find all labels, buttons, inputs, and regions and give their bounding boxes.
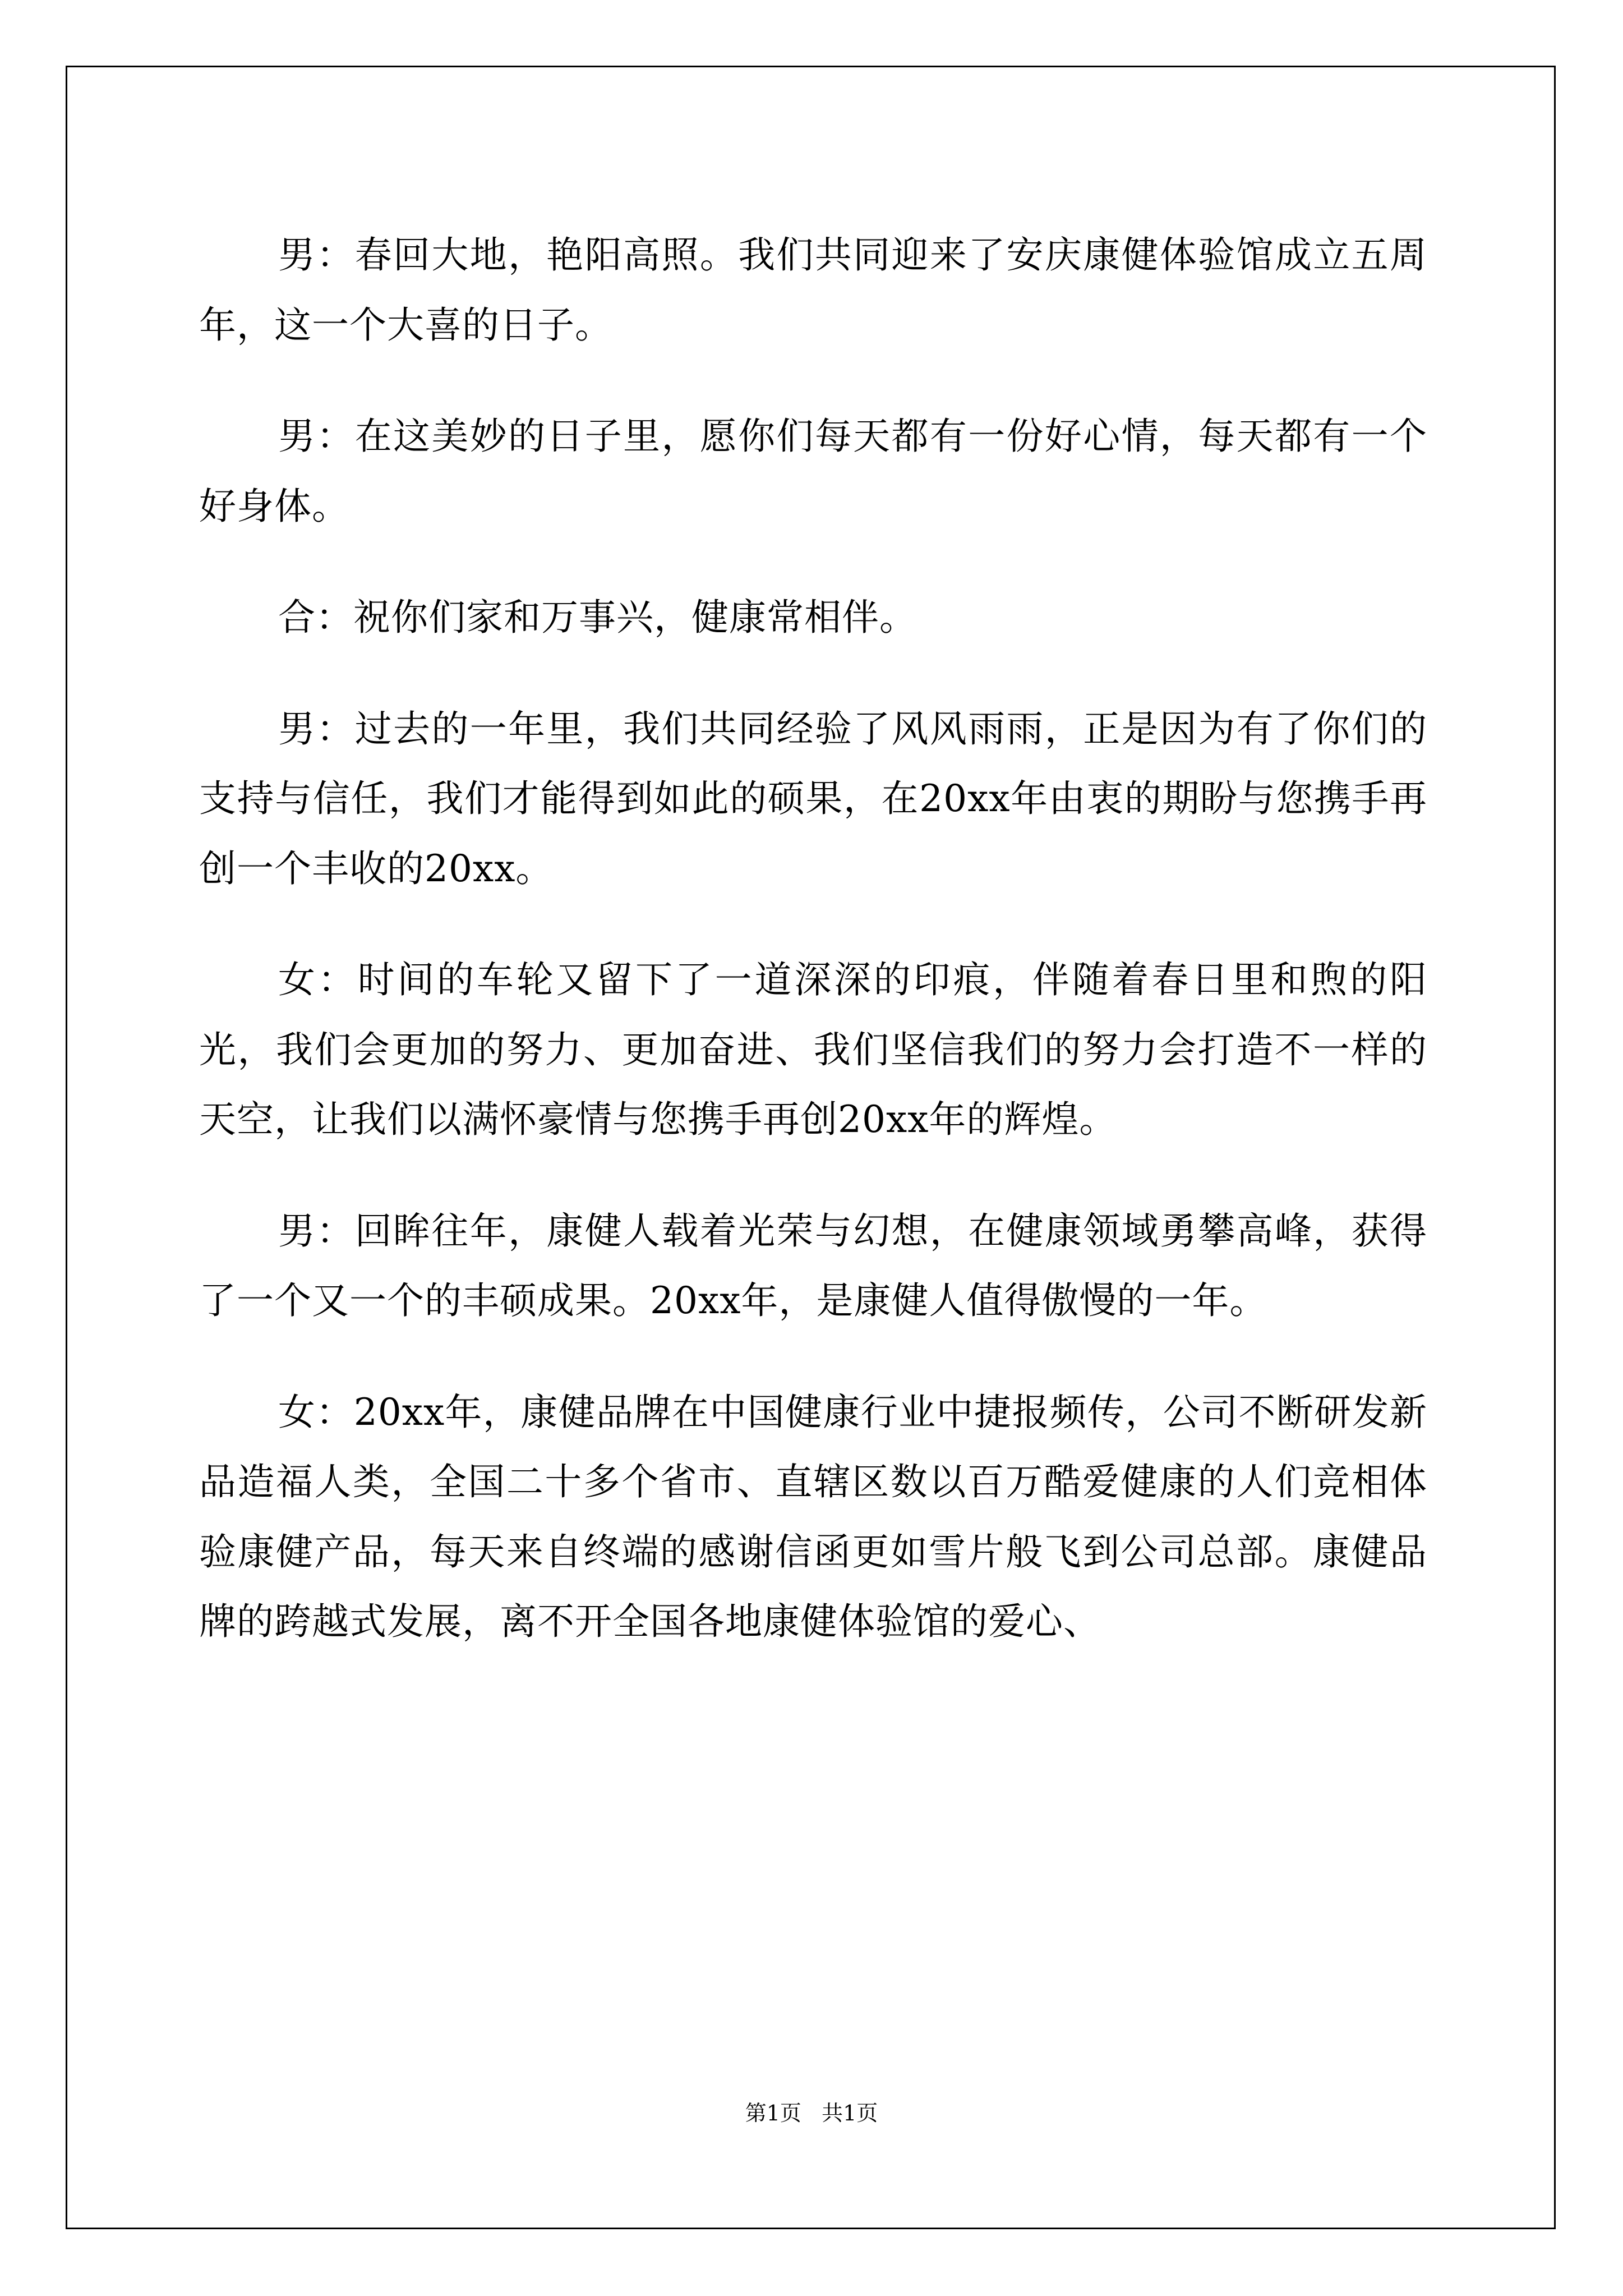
paragraph: 男：回眸往年，康健人载着光荣与幻想，在健康领域勇攀高峰，获得了一个又一个的丰硕成果。20xx年，是康健人值得傲慢的一年。: [199, 1209, 1427, 1322]
paragraph: 女：20xx年，康健品牌在中国健康行业中捷报频传，公司不断研发新品造福人类，全国二十多个省市、直辖区数以百万酷爱健康的人们竞相体验康健产品，每天来自终端的感谢信函更如雪片般飞到公司总部。康健品牌的跨越式发展，离不开全国各地康健体验馆的爱心、: [199, 1390, 1427, 1643]
paragraph: 男：在这美妙的日子里，愿你们每天都有一份好心情，每天都有一个好身体。: [199, 415, 1427, 528]
document-body: [199, 220, 1427, 1699]
page-footer: 第1页 共1页: [745, 2101, 878, 2125]
paragraph: 女：时间的车轮又留下了一道深深的印痕，伴随着春日里和煦的阳光，我们会更加的努力、更加奋进、我们坚信我们的努力会打造不一样的天空，让我们以满怀豪情与您携手再创20xx年的辉煌。: [199, 958, 1427, 1141]
paragraph: 男：春回大地，艳阳高照。我们共同迎来了安庆康健体验馆成立五周年，这一个大喜的日子。: [199, 233, 1427, 347]
paragraph: 男：过去的一年里，我们共同经验了风风雨雨，正是因为有了你们的支持与信任，我们才能得到如此的硕果，在20xx年由衷的期盼与您携手再创一个丰收的20xx。: [199, 707, 1427, 890]
paragraph: 合：祝你们家和万事兴，健康常相伴。: [278, 596, 917, 639]
